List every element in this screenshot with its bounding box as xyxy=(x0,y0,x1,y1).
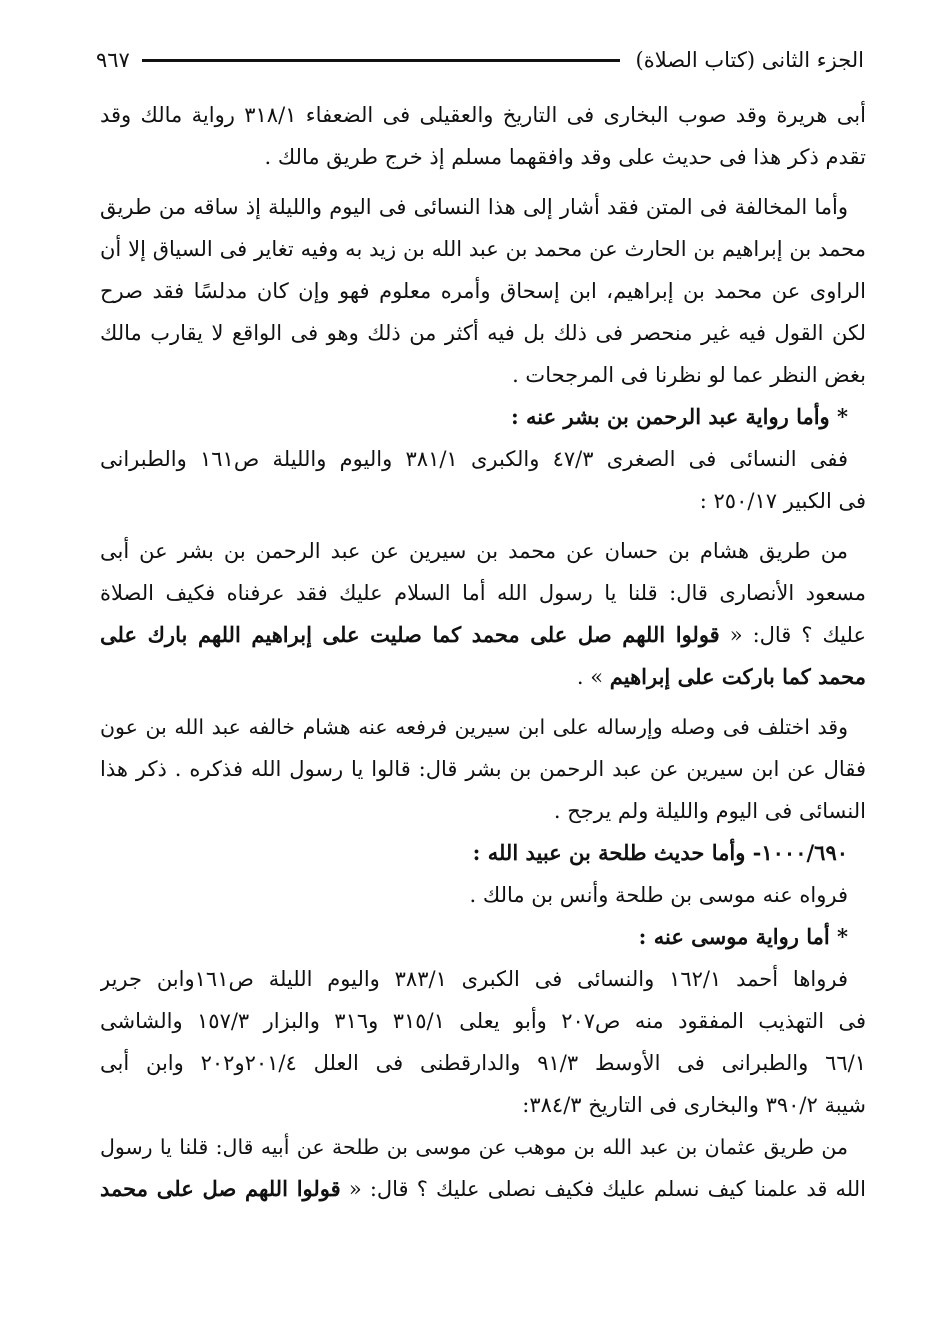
header-rule xyxy=(142,59,620,62)
section-heading: ١٠٠٠/٦٩٠- وأما حديث طلحة بن عبيد الله : xyxy=(472,840,848,865)
text-segment: الله قد علمنا كيف نسلم عليك فكيف نصلى عليك ؟ قال: « xyxy=(340,1177,866,1201)
text-line: بغض النظر عما لو نظرنا فى المرجحات . xyxy=(512,363,866,387)
text-line: لكن القول فيه غير منحصر فى ذلك بل فيه أكثر من ذلك وهو فى الواقع لا يقارب مالك xyxy=(100,321,866,345)
text-line: النسائى فى اليوم والليلة ولم يرجح . xyxy=(553,799,866,823)
hadith-quote: محمد كما باركت على إبراهيم xyxy=(609,664,866,689)
text-line: وقد اختلف فى وصله وإرساله على ابن سيرين فرفعه عنه هشام خالفه عبد الله بن عون xyxy=(100,715,848,739)
text-line: وأما المخالفة فى المتن فقد أشار إلى هذا النسائى فى اليوم والليلة إذ ساقه من طريق xyxy=(100,195,848,219)
text-line: فقال عن ابن سيرين عن عبد الرحمن بن بشر قال: قالوا يا رسول الله فذكره . ذكر هذا xyxy=(100,757,866,781)
text-line: مسعود الأنصارى قال: قلنا يا رسول الله أما السلام عليك فقد عرفناه فكيف الصلاة xyxy=(100,581,866,605)
text-line xyxy=(100,1168,866,1210)
text-line: شيبة ٣٩٠/٢ والبخارى فى التاريخ ٣٨٤/٣: xyxy=(522,1093,866,1117)
text-line: فى الكبير ٢٥٠/١٧ : xyxy=(699,489,866,513)
body-text xyxy=(100,94,866,1210)
text-line: فرواها أحمد ١٦٢/١ والنسائى فى الكبرى ٣٨٣/١ واليوم الليلة ص١٦١وابن جرير xyxy=(100,967,849,991)
text-line: الراوى عن محمد بن إبراهيم، ابن إسحاق وأمره معلوم فهو وإن كان مدلسًا فقد صرح xyxy=(100,279,866,303)
text-line xyxy=(100,614,866,656)
text-line: ففى النسائى فى الصغرى ٤٧/٣ والكبرى ٣٨١/١ واليوم والليلة ص١٦١ والطبرانى xyxy=(100,447,849,471)
text-line xyxy=(100,656,866,698)
text-line: محمد بن إبراهيم بن الحارث عن محمد بن عبد الله بن زيد به وفيه تغاير فى السياق إلا أن xyxy=(100,237,866,261)
text-line: ٦٦/١ والطبرانى فى الأوسط ٩١/٣ والدارقطنى فى العلل ٢٠١/٤و٢٠٢ وابن أبى xyxy=(100,1051,866,1075)
section-heading: * أما رواية موسى عنه : xyxy=(638,924,848,949)
text-line: أبى هريرة وقد صوب البخارى فى التاريخ والعقيلى فى الضعفاء ٣١٨/١ رواية مالك وقد xyxy=(100,103,866,127)
page-header xyxy=(96,40,864,80)
text-line: من طريق هشام بن حسان عن محمد بن سيرين عن عبد الرحمن بن بشر عن أبى xyxy=(100,539,848,563)
text-line: تقدم ذكر هذا فى حديث على وقد وافقهما مسلم إذ خرج طريق مالك . xyxy=(264,145,866,169)
hadith-quote: قولوا اللهم صل على محمد xyxy=(100,1176,341,1201)
text-line: فرواه عنه موسى بن طلحة وأنس بن مالك . xyxy=(469,883,848,907)
text-segment: » . xyxy=(576,665,610,689)
page-number: ٩٦٧ xyxy=(96,48,130,72)
section-heading: * وأما رواية عبد الرحمن بن بشر عنه : xyxy=(510,404,848,429)
text-line: فى التهذيب المفقود منه ص٢٠٧ وأبو يعلى ٣١٥/١ و٣١٦ والبزار ١٥٧/٣ والشاشى xyxy=(100,1009,866,1033)
text-line: من طريق عثمان بن عبد الله بن موهب عن موسى بن طلحة عن أبيه قال: قلنا يا رسول xyxy=(100,1135,848,1159)
text-segment: عليك ؟ قال: « xyxy=(719,623,866,647)
running-head: الجزء الثانى (كتاب الصلاة) xyxy=(635,48,864,72)
hadith-quote: قولوا اللهم صل على محمد كما صليت على إبراهيم اللهم بارك على xyxy=(100,622,720,647)
